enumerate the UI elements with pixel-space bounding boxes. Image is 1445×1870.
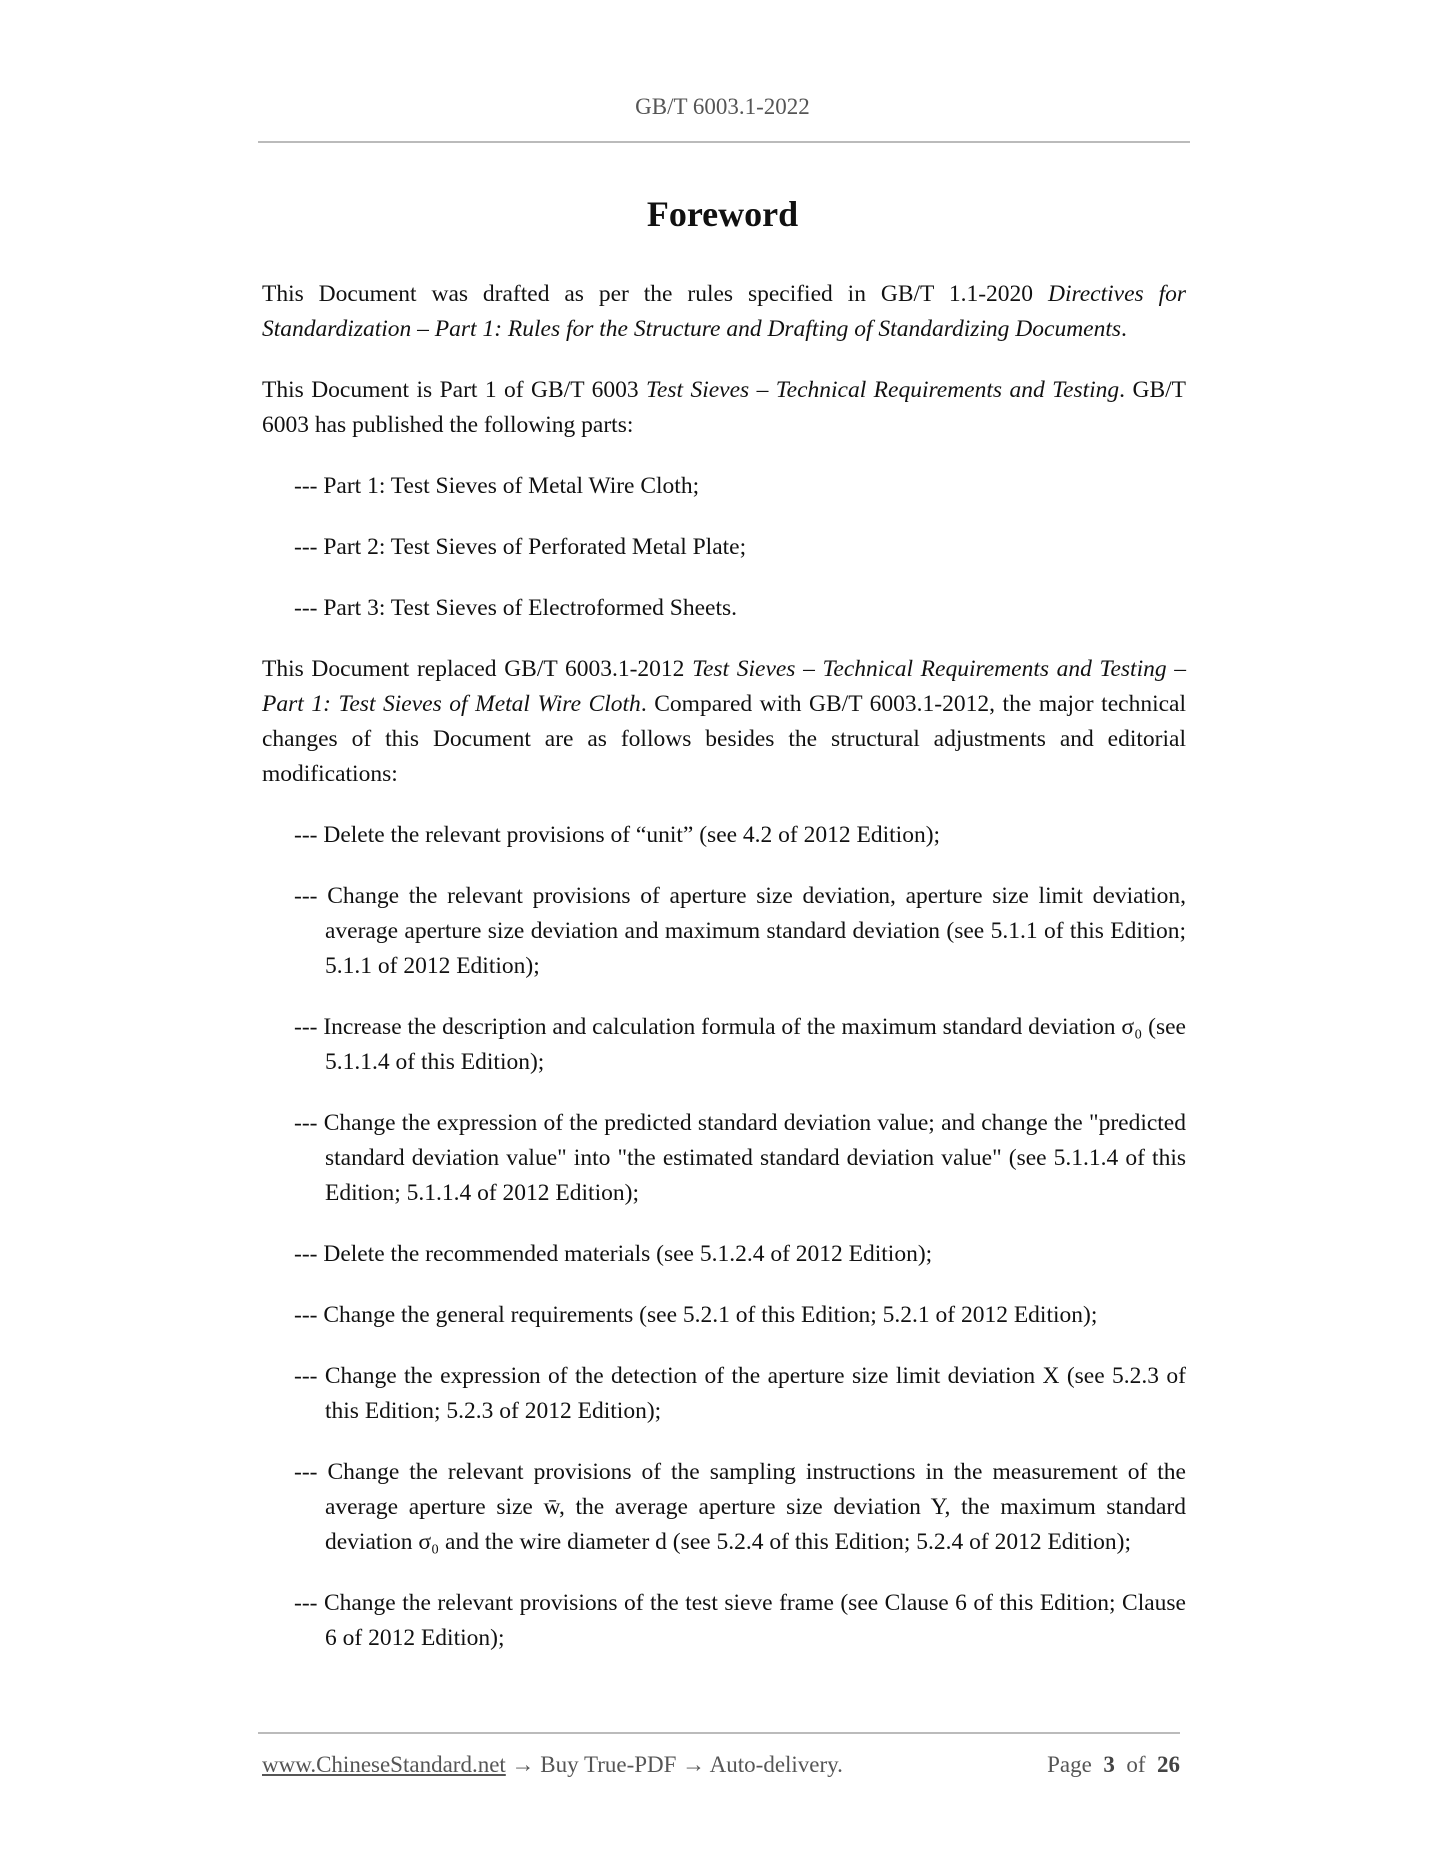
of-label: of xyxy=(1126,1752,1146,1777)
header-divider xyxy=(258,141,1190,143)
promo-text: → Buy True-PDF → Auto-delivery. xyxy=(505,1752,843,1777)
footer xyxy=(262,1752,1180,1778)
italic-title: Directives for Standardization – Part 1: Rules for the Structure and Drafting of Standardizing Documents xyxy=(262,281,1186,342)
text: This Document is Part 1 of GB/T 6003 xyxy=(262,377,646,403)
page-label: Page xyxy=(1047,1752,1092,1777)
change-item: --- Delete the recommended materials (see 5.1.2.4 of 2012 Edition); xyxy=(294,1241,933,1267)
text: . GB/T 6003 has published the following parts: xyxy=(262,377,1186,438)
paragraph-part-info xyxy=(262,373,1186,443)
change-item: --- Change the expression of the predicted standard deviation value; and change the "predicted standard deviation value" into "the estimated standard deviation value" (see 5.1.1.4 of this Edition; 5.1.1.4 of 2012 Edition); xyxy=(294,1110,1186,1206)
part-item: --- Part 3: Test Sieves of Electroformed Sheets. xyxy=(294,595,738,621)
current-page: 3 xyxy=(1103,1752,1115,1777)
italic-title: Test Sieves – Technical Requirements and Testing xyxy=(646,377,1120,403)
footer-divider xyxy=(258,1732,1180,1734)
change-item: --- Change the relevant provisions of the test sieve frame (see Clause 6 of this Edition; Clause 6 of 2012 Edition); xyxy=(294,1590,1186,1651)
total-pages: 26 xyxy=(1157,1752,1180,1777)
page-title: Foreword xyxy=(646,194,799,234)
change-item: --- Change the expression of the detection of the aperture size limit deviation X (see 5.2.3 of this Edition; 5.2.3 of 2012 Edition); xyxy=(294,1363,1186,1424)
text: This Document was drafted as per the rules specified in GB/T 1.1-2020 xyxy=(262,281,1048,307)
change-item: --- Increase the description and calculation formula of the maximum standard deviation σ₀ (see 5.1.1.4 of this Edition); xyxy=(294,1014,1186,1075)
paragraph-replacement xyxy=(262,652,1186,792)
website-link[interactable]: www.ChineseStandard.net xyxy=(262,1752,506,1777)
italic-title: Test Sieves – Technical Requirements and Testing – Part 1: Test Sieves of Metal Wire Cloth xyxy=(262,656,1186,717)
paragraph-drafting xyxy=(262,277,1186,347)
text: . Compared with GB/T 6003.1-2012, the major technical changes of this Document are as follows besides the structural adjustments and editorial modifications: xyxy=(262,691,1186,787)
part-item: --- Part 1: Test Sieves of Metal Wire Cloth; xyxy=(294,473,700,499)
page-number xyxy=(1047,1752,1180,1778)
text: This Document replaced GB/T 6003.1-2012 xyxy=(262,656,693,682)
running-header: GB/T 6003.1-2022 xyxy=(635,94,810,119)
part-item: --- Part 2: Test Sieves of Perforated Metal Plate; xyxy=(294,534,747,560)
text: . xyxy=(1121,316,1127,342)
change-item: --- Delete the relevant provisions of “unit” (see 4.2 of 2012 Edition); xyxy=(294,822,941,848)
footer-promo xyxy=(262,1752,843,1778)
change-item: --- Change the relevant provisions of the sampling instructions in the measurement of the average aperture size w̄, the average aperture size deviation Y, the maximum standard deviation σ₀ and the wire diameter d (see 5.2.4 of this Edition; 5.2.4 of 2012 Edition); xyxy=(294,1459,1186,1555)
document-body xyxy=(262,277,1186,1682)
change-item: --- Change the relevant provisions of aperture size deviation, aperture size limit deviation, average aperture size deviation and maximum standard deviation (see 5.1.1 of this Edition; 5.1.1 of 2012 Edition); xyxy=(294,883,1186,979)
change-item: --- Change the general requirements (see 5.2.1 of this Edition; 5.2.1 of 2012 Edition); xyxy=(294,1302,1098,1328)
